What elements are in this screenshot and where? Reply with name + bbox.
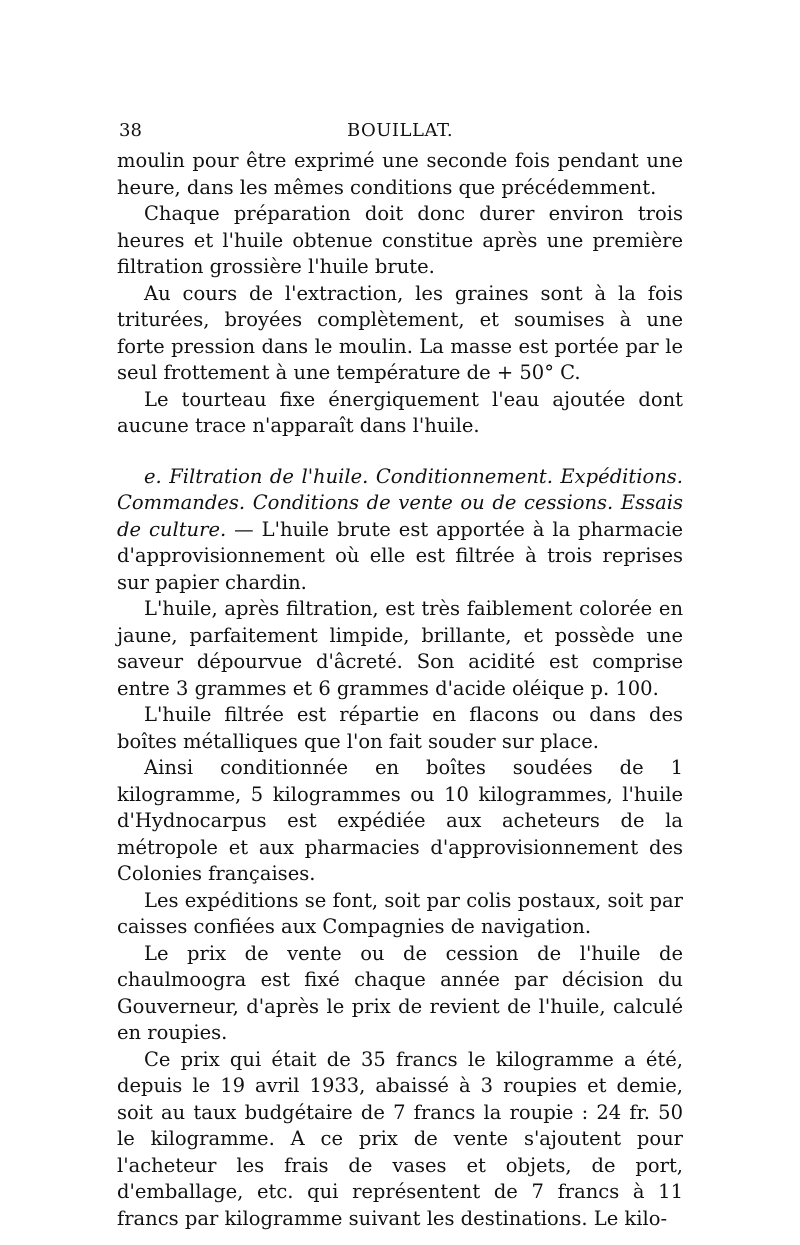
paragraph: L'huile filtrée est répartie en flacons ou dans des boîtes métalliques que l'on fait souder sur place. (117, 703, 683, 753)
paragraph: Ce prix qui était de 35 francs le kilogramme a été, depuis le 19 avril 1933, abaissé à 3 roupies et demie, soit au taux budgétaire de 7 francs la roupie : 24 fr. 50 le kilogramme. A ce prix de vente s'ajoutent pour l'acheteur les frais de vases et objets, de port, d'emballage, etc. qui représentent de 7 francs à 11 francs par kilogramme suivant les destinations. Le kilo- (117, 1047, 683, 1230)
section-text: — L'huile brute est apportée à la pharmacie d'approvisionnement où elle est filtrée à trois reprises sur papier chardin. (117, 517, 683, 594)
paragraph: Chaque préparation doit donc durer environ trois heures et l'huile obtenue constitue après une première filtration grossière l'huile brute. (117, 202, 683, 278)
section-e-paragraph (117, 464, 683, 597)
running-title: BOUILLAT. (346, 120, 454, 141)
paragraph: Ainsi conditionnée en boîtes soudées de 1 kilogramme, 5 kilogrammes ou 10 kilogrammes, l'huile d'Hydnocarpus est expédiée aux acheteurs de la métropole et aux pharmacies d'approvisionnement des Colonies françaises. (117, 756, 683, 885)
page-number: 38 (119, 120, 142, 141)
paragraph-continuation: moulin pour être exprimé une seconde fois pendant une heure, dans les mêmes conditions que précédemment. (117, 149, 683, 199)
running-head (117, 118, 683, 144)
paragraph: L'huile, après filtration, est très faiblement colorée en jaune, parfaitement limpide, brillante, et possède une saveur dépourvue d'âcreté. Son acidité est comprise entre 3 grammes et 6 grammes d'acide oléique p. 100. (117, 597, 683, 700)
book-page (117, 118, 683, 1232)
paragraph: Le prix de vente ou de cession de l'huile de chaulmoogra est fixé chaque année par décision du Gouverneur, d'après le prix de revient de l'huile, calculé en roupies. (117, 941, 683, 1044)
section-heading: e. Filtration de l'huile. Conditionnement. Expéditions. Commandes. Conditions de vente ou de cessions. Essais de culture. (117, 464, 683, 541)
paragraph: Au cours de l'extraction, les graines sont à la fois triturées, broyées complètement, et soumises à une forte pression dans le moulin. La masse est portée par le seul frottement à une température de + 50° C. (117, 281, 683, 384)
body-text (117, 148, 683, 1232)
paragraph: Le tourteau fixe énergiquement l'eau ajoutée dont aucune trace n'apparaît dans l'huile. (117, 387, 683, 437)
paragraph: Les expéditions se font, soit par colis postaux, soit par caisses confiées aux Compagnies de navigation. (117, 888, 683, 938)
